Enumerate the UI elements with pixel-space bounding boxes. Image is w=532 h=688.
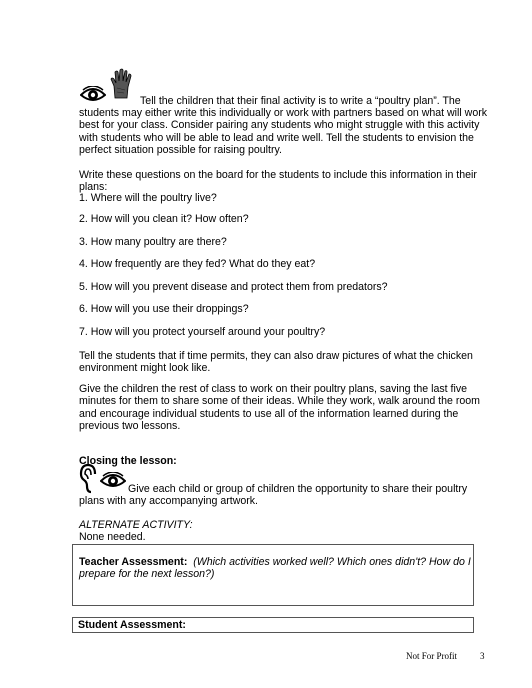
question-item: 5. How will you prevent disease and protect them from predators? [79,281,388,293]
teacher-assessment-prompt-line2: prepare for the next lesson?) [79,568,215,580]
intro-paragraph: students may either write this individually or work with partners based on what will work best for your class. Consider pairing any students who might struggle with this activity with students who will be able to lead and write well. Tell the students to envision the perfect situation possible for raising poultry. [79,107,488,157]
page-number: 3 [480,651,485,661]
question-item: 2. How will you clean it? How often? [79,213,249,225]
work-paragraph: Give the children the rest of class to work on their poultry plans, saving the last five minutes for them to share some of their ideas. While they work, walk around the room and encourage individual students to use all of the information learned during the previous two lessons. [79,383,480,433]
listen-observe-icon-group [79,464,127,496]
question-item: 1. Where will the poultry live? [79,192,217,204]
question-item: 7. How will you protect yourself around your poultry? [79,326,326,338]
question-item: 4. How frequently are they fed? What do they eat? [79,258,316,270]
footer-text: Not For Profit [406,651,458,661]
student-assessment-label: Student Assessment: [78,619,186,631]
ear-icon [79,464,98,494]
teacher-assessment-line1 [79,556,471,568]
teacher-assessment-prompt-line1: (Which activities worked well? Which ones didn't? How do I [193,556,471,568]
teacher-assessment-box [72,544,474,606]
hand-icon [110,68,134,100]
question-item: 3. How many poultry are there? [79,236,227,248]
board-intro: Write these questions on the board for the students to include this information in their plans: [79,169,477,194]
teacher-assessment-label: Teacher Assessment: [79,556,188,568]
eye-icon [80,86,106,103]
intro-first-line: Tell the children that their final activity is to write a “poultry plan”. The [140,95,461,107]
closing-heading: Closing the lesson: [79,455,177,467]
question-item: 6. How will you use their droppings? [79,303,249,315]
draw-paragraph: Tell the students that if time permits, they can also draw pictures of what the chicken environment might look like. [79,350,473,375]
eye-icon [100,472,126,489]
alternate-heading: ALTERNATE ACTIVITY: [79,519,193,531]
alternate-text: None needed. [79,531,146,543]
closing-second-line: plans with any accompanying artwork. [79,495,259,507]
student-assessment-box [72,617,474,633]
observe-icon-group [80,68,136,108]
closing-first-line: Give each child or group of children the opportunity to share their poultry [128,483,468,495]
